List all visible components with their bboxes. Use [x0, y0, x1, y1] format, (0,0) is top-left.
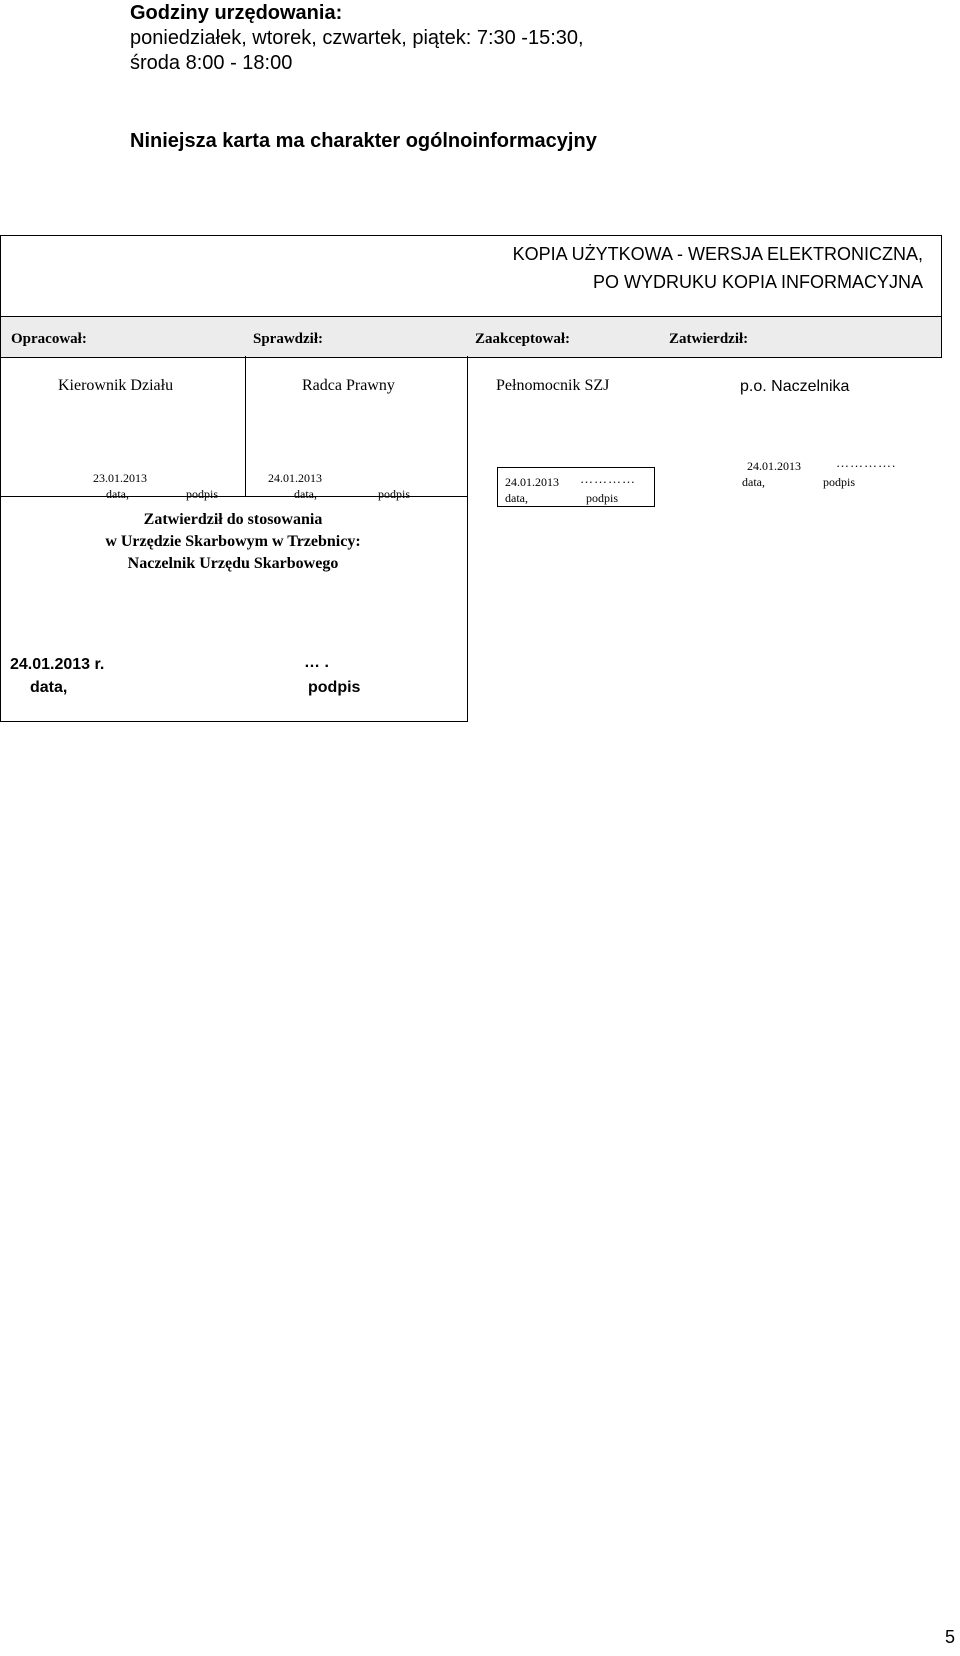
date-checked: 24.01.2013: [268, 471, 322, 485]
date-prepared: 23.01.2013: [93, 471, 147, 485]
column-divider: [245, 356, 246, 497]
approval-block: [0, 509, 466, 575]
dots-approved: ………….: [836, 455, 897, 470]
role-accepted: Pełnomocnik SZJ: [496, 377, 610, 394]
sign-label-prepared: podpis: [186, 487, 219, 501]
office-hours-line-2: środa 8:00 - 18:00: [130, 52, 293, 74]
sign-label-checked: podpis: [378, 487, 411, 501]
header-row: [0, 316, 942, 358]
approval-line-1: Zatwierdził do stosowania: [143, 511, 323, 528]
date-label-accepted: data,: [505, 491, 528, 505]
copy-note-line-2: PO WYDRUKU KOPIA INFORMACYJNA: [592, 272, 923, 292]
final-dots: … .: [304, 654, 329, 671]
sign-label-accepted: podpis: [586, 491, 619, 505]
dots-accepted: …………: [580, 471, 636, 486]
date-label-approved: data,: [742, 475, 765, 489]
header-prepared: Opracował:: [11, 331, 87, 347]
role-approved: p.o. Naczelnika: [740, 378, 850, 395]
role-prepared: Kierownik Działu: [58, 377, 174, 394]
header-checked: Sprawdził:: [253, 331, 324, 347]
date-label-checked: data,: [294, 487, 317, 501]
header-accepted: Zaakceptował:: [475, 331, 570, 347]
sign-label-approved: podpis: [823, 475, 856, 489]
office-hours-heading: Godziny urzędowania:: [130, 2, 343, 24]
document-control-table: [0, 235, 942, 723]
final-date: 24.01.2013 r.: [10, 656, 105, 673]
office-hours-line-1: poniedziałek, wtorek, czwartek, piątek: 7:30 -15:30,: [130, 27, 584, 49]
approval-line-2: w Urzędzie Skarbowym w Trzebnicy:: [105, 533, 361, 550]
info-notice: Niniejsza karta ma charakter ogólnoinformacyjny: [130, 130, 597, 152]
date-label-prepared: data,: [106, 487, 129, 501]
role-checked: Radca Prawny: [302, 377, 395, 394]
approval-line-3: Naczelnik Urzędu Skarbowego: [127, 555, 339, 572]
date-approved: 24.01.2013: [747, 459, 801, 473]
final-date-label: data,: [30, 679, 68, 696]
header-approved: Zatwierdził:: [669, 331, 749, 347]
page-number: 5: [944, 1627, 955, 1647]
copy-note-box: [0, 235, 942, 317]
date-accepted: 24.01.2013: [505, 475, 559, 489]
copy-note-line-1: KOPIA UŻYTKOWA - WERSJA ELEKTRONICZNA,: [512, 244, 923, 264]
final-sign-label: podpis: [308, 679, 361, 696]
